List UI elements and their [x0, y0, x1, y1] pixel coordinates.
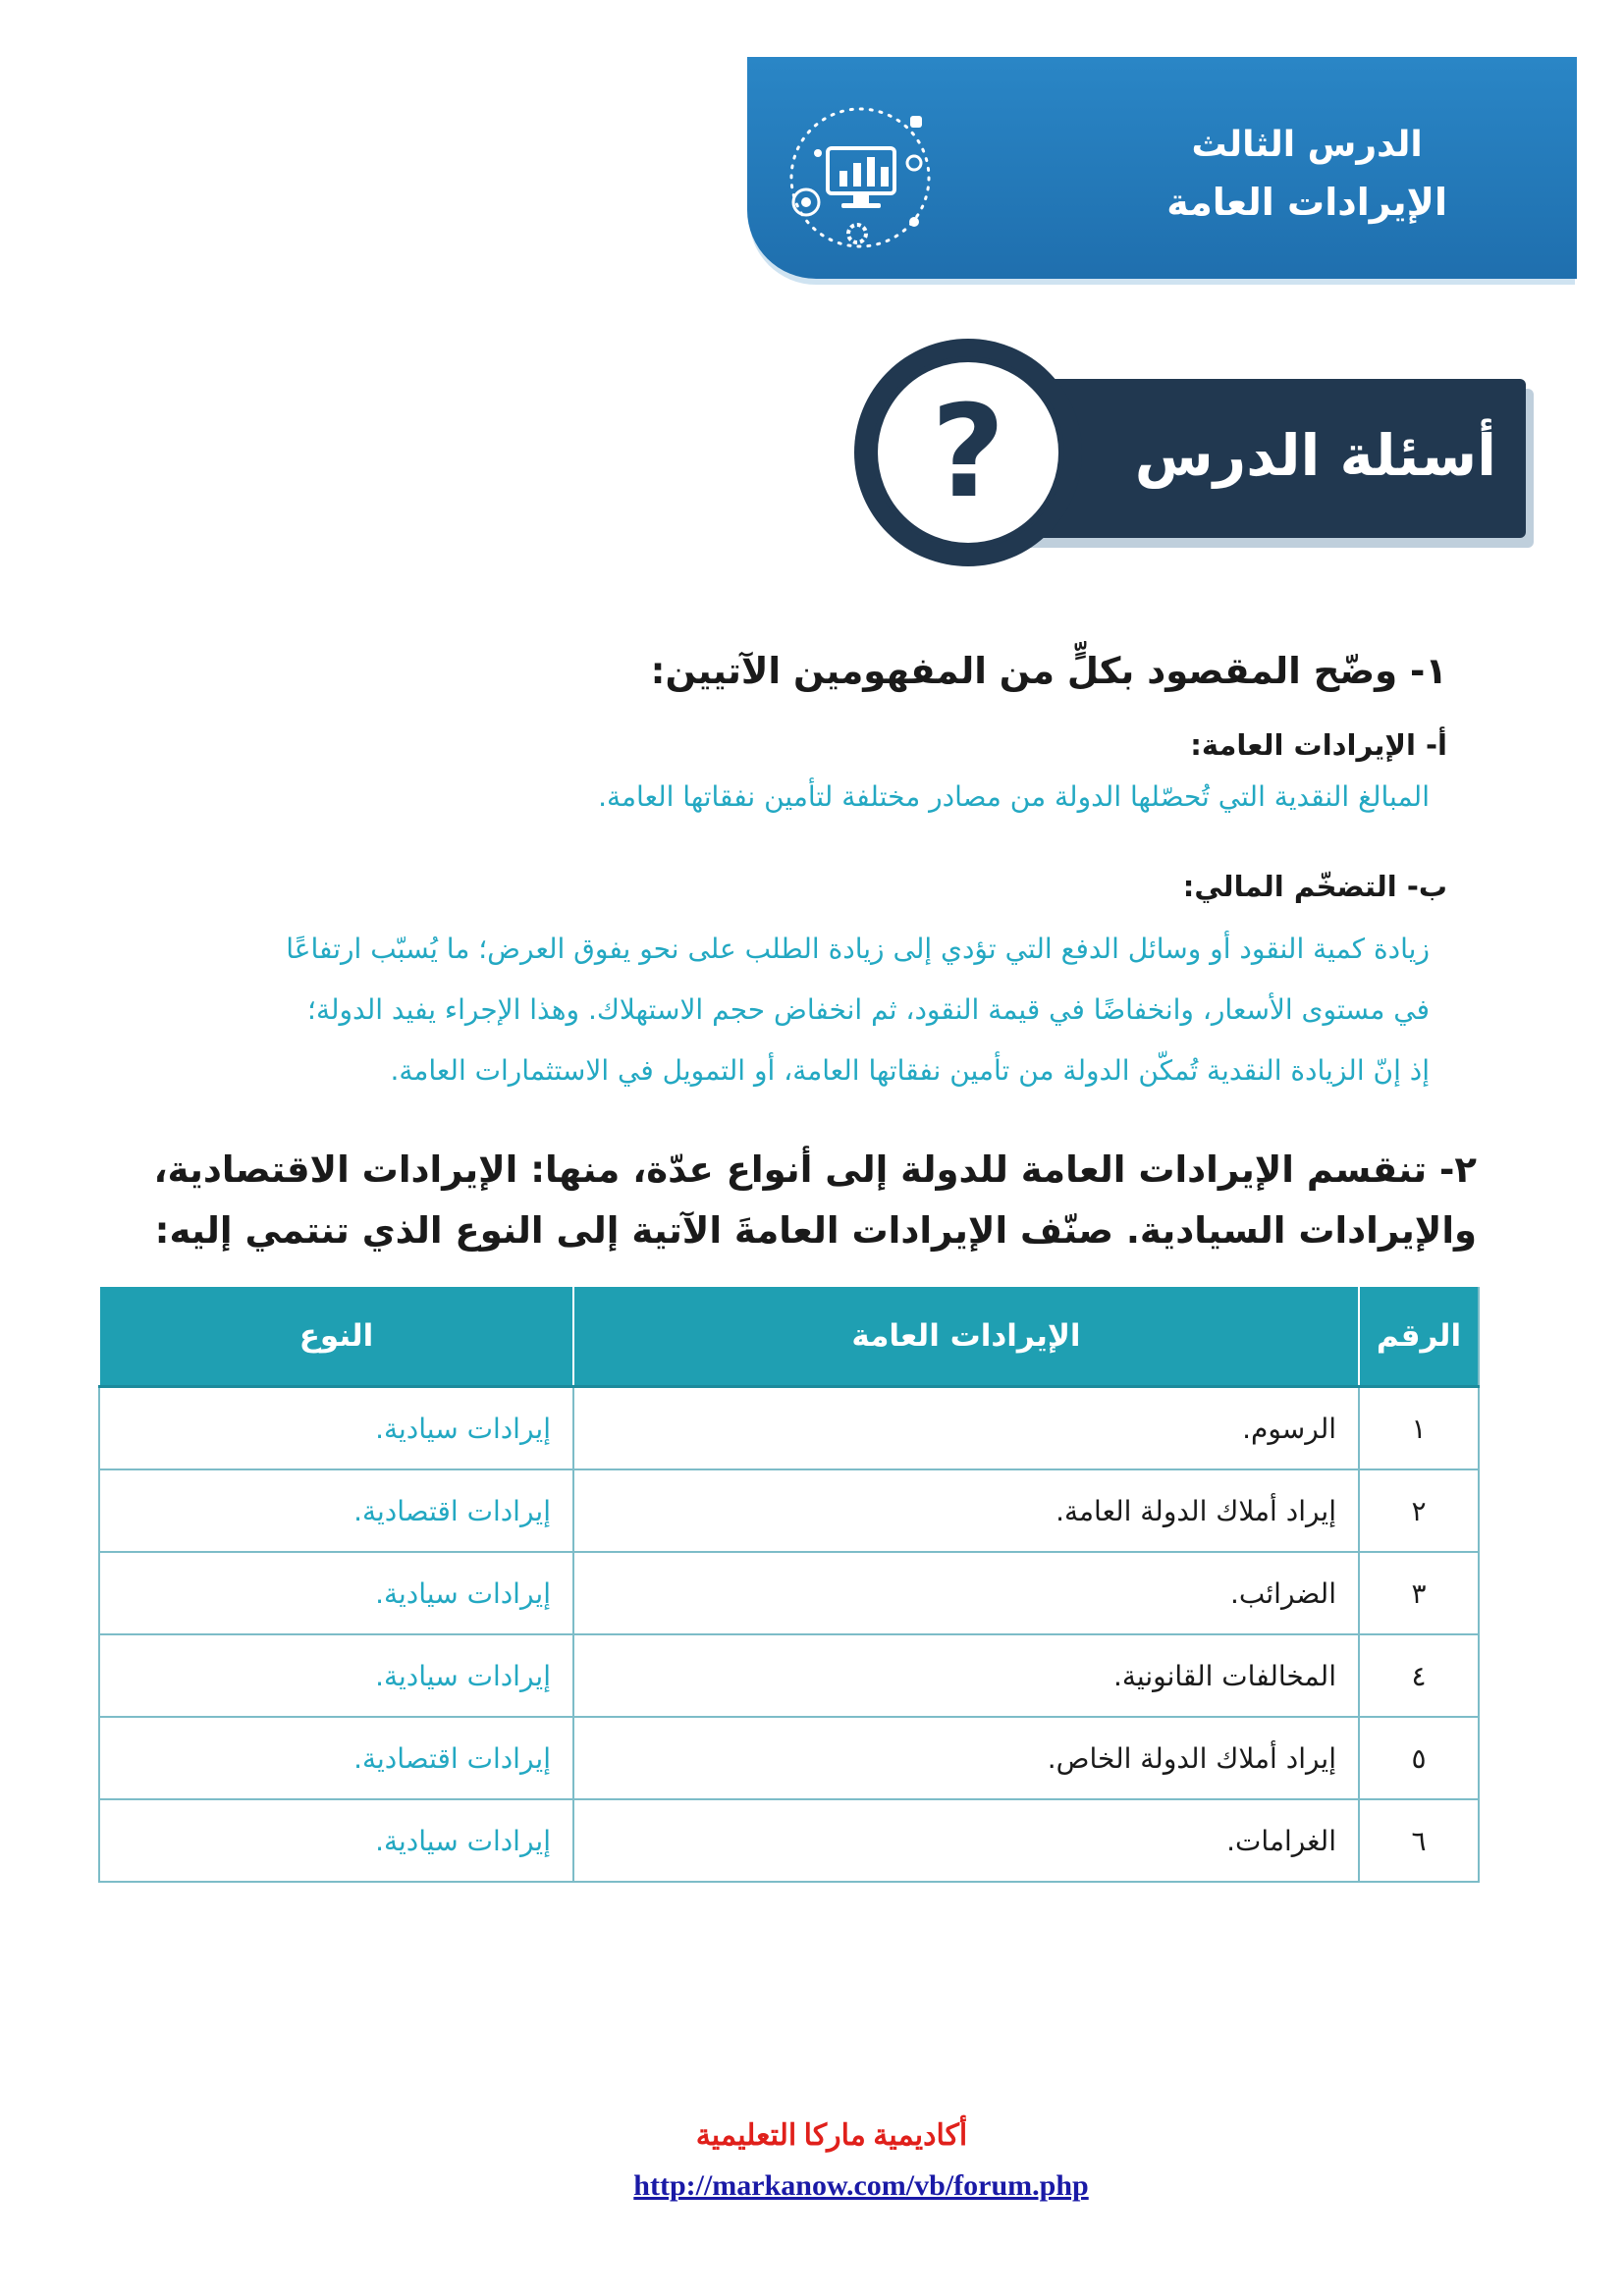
row-revenue: إيراد أملاك الدولة العامة. — [573, 1469, 1359, 1552]
row-type: إيرادات سيادية. — [99, 1634, 573, 1717]
question-1b-answer-line: في مستوى الأسعار، وانخفاضًا في قيمة النقود، ثم انخفاض حجم الاستهلاك. وهذا الإجراء يفيد الدولة؛ — [307, 993, 1430, 1026]
questions-badge-title: أسئلة الدرس — [1134, 422, 1496, 489]
question-1a-label: أ- الإيرادات العامة: — [1190, 728, 1447, 762]
lesson-title: الإيرادات العامة — [1166, 181, 1447, 224]
question-2-heading-line: والإيرادات السيادية. صنّف الإيرادات العامةَ الآتية إلى النوع الذي تنتمي إليه: — [154, 1209, 1477, 1252]
revenue-classification-table — [98, 1285, 1480, 1883]
question-mark-icon: ? — [931, 377, 1005, 526]
table-header-row — [99, 1286, 1479, 1387]
question-2-heading-line: ٢- تنقسم الإيرادات العامة للدولة إلى أنواع عدّة، منها: الإيرادات الاقتصادية، — [153, 1148, 1477, 1191]
row-number: ٥ — [1359, 1717, 1479, 1799]
lesson-label: الدرس الثالث — [1191, 125, 1423, 165]
row-type: إيرادات اقتصادية. — [99, 1469, 573, 1552]
question-1b-label: ب- التضخّم المالي: — [1182, 870, 1447, 903]
row-number: ٣ — [1359, 1552, 1479, 1634]
table-row — [99, 1717, 1479, 1799]
footer-academy-name: أكاديمية ماركا التعليمية — [695, 2119, 968, 2152]
row-revenue: الرسوم. — [573, 1387, 1359, 1470]
row-number: ١ — [1359, 1387, 1479, 1470]
row-number: ٦ — [1359, 1799, 1479, 1882]
header-number: الرقم — [1359, 1286, 1479, 1387]
table-row — [99, 1469, 1479, 1552]
lesson-banner — [747, 57, 1577, 279]
row-revenue: إيراد أملاك الدولة الخاص. — [573, 1717, 1359, 1799]
row-revenue: المخالفات القانونية. — [573, 1634, 1359, 1717]
row-revenue: الضرائب. — [573, 1552, 1359, 1634]
question-1b-answer-line: إذ إنّ الزيادة النقدية تُمكّن الدولة من تأمين نفقاتها العامة، أو التمويل في الاستثمارات العامة. — [390, 1054, 1430, 1087]
table-row — [99, 1634, 1479, 1717]
banner-text-block — [1166, 118, 1447, 232]
row-type: إيرادات اقتصادية. — [99, 1717, 573, 1799]
footer-forum-link[interactable]: http://markanow.com/vb/forum.php — [633, 2169, 1089, 2202]
header-type: النوع — [99, 1286, 573, 1387]
header-revenue: الإيرادات العامة — [573, 1286, 1359, 1387]
row-number: ٢ — [1359, 1469, 1479, 1552]
row-type: إيرادات سيادية. — [99, 1552, 573, 1634]
economy-dashboard-icon — [767, 94, 953, 261]
row-type: إيرادات سيادية. — [99, 1799, 573, 1882]
row-number: ٤ — [1359, 1634, 1479, 1717]
table-row — [99, 1799, 1479, 1882]
question-1b-answer-line: زيادة كمية النقود أو وسائل الدفع التي تؤدي إلى زيادة الطلب على نحو يفوق العرض؛ ما يُسبّب ارتفاعًا — [286, 933, 1430, 965]
table-row — [99, 1552, 1479, 1634]
row-type: إيرادات سيادية. — [99, 1387, 573, 1470]
row-revenue: الغرامات. — [573, 1799, 1359, 1882]
question-1-heading: ١- وضّح المقصود بكلٍّ من المفهومين الآتيين: — [650, 650, 1447, 692]
table-row — [99, 1387, 1479, 1470]
question-1a-answer: المبالغ النقدية التي تُحصّلها الدولة من مصادر مختلفة لتأمين نفقاتها العامة. — [598, 780, 1430, 813]
